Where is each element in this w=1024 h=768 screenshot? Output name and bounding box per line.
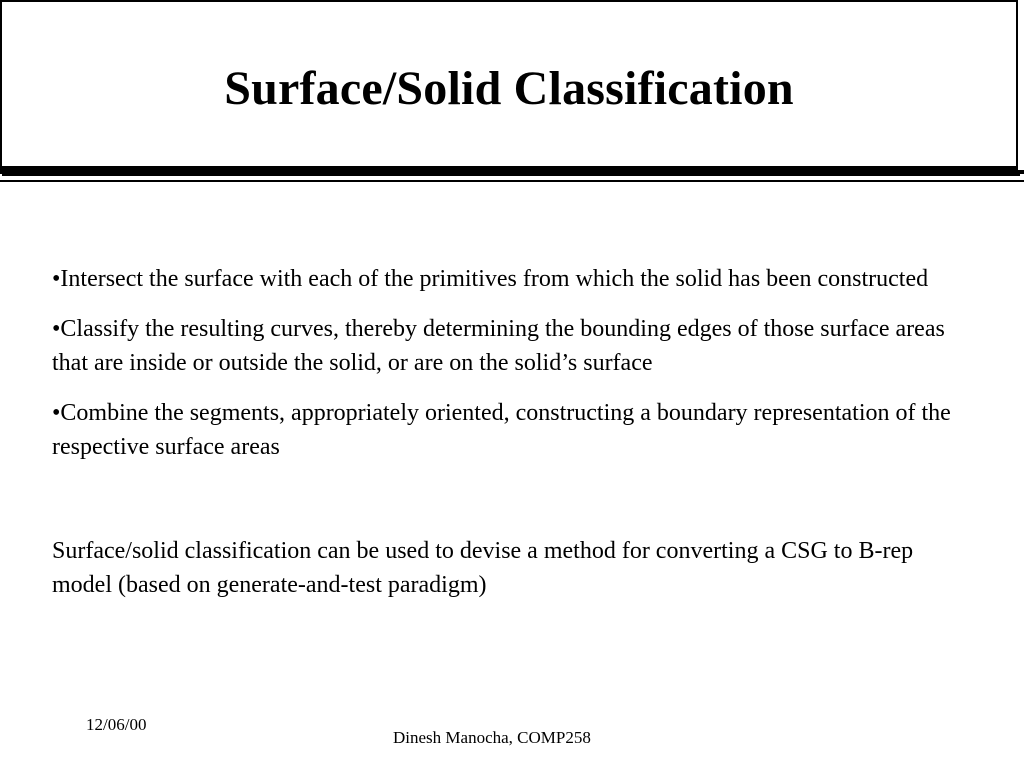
footer-author: Dinesh Manocha, COMP258 bbox=[393, 728, 591, 747]
bullet-item: •Intersect the surface with each of the primitives from which the solid has been constructed bbox=[52, 266, 929, 292]
bullet-item: •Combine the segments, appropriately oriented, constructing a boundary representation of the respective surface areas bbox=[52, 400, 951, 460]
footer-date: 12/06/00 bbox=[86, 715, 147, 734]
bullet-item: •Classify the resulting curves, thereby determining the bounding edges of those surface areas that are inside or outside the solid, or are on the solid’s surface bbox=[52, 316, 945, 376]
title-box bbox=[0, 0, 1018, 170]
slide-title: Surface/Solid Classification bbox=[224, 61, 794, 115]
summary-note: Surface/solid classification can be used to devise a method for converting a CSG to B-rep model (based on generate-and-test paradigm) bbox=[52, 538, 914, 598]
slide-content bbox=[52, 262, 972, 602]
title-underline bbox=[0, 170, 1024, 174]
title-underline-secondary bbox=[0, 180, 1024, 182]
